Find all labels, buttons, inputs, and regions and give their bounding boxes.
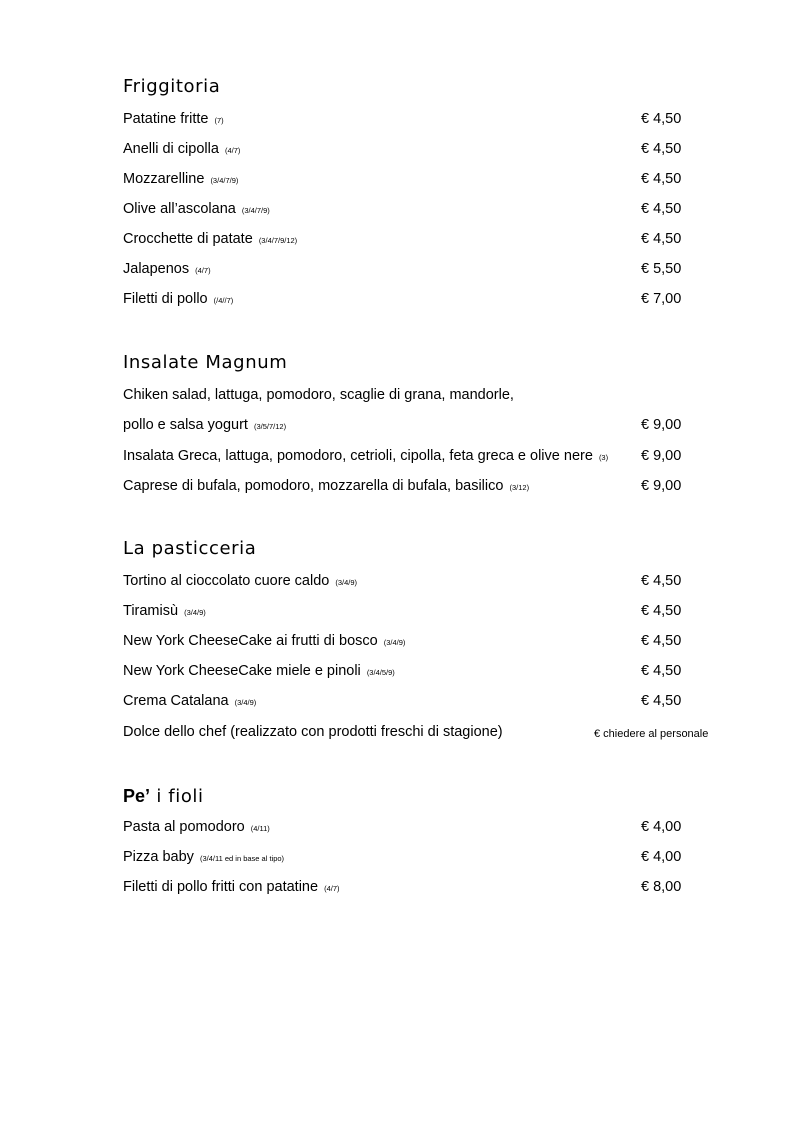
- item-allergens: (3/4/11 ed in base al tipo): [199, 854, 285, 863]
- item-allergens: (3/4/5/9): [366, 668, 395, 677]
- item-allergens: (3/4/9): [184, 608, 206, 617]
- menu-item: [123, 571, 713, 591]
- menu-item: [123, 385, 713, 405]
- menu-item: [123, 446, 713, 466]
- item-allergens: (3/4/9): [383, 638, 406, 647]
- item-price: € 4,50: [641, 111, 682, 127]
- menu-item: [123, 289, 713, 309]
- menu-item: [123, 139, 713, 159]
- item-name: Tortino al cioccolato cuore caldo: [123, 573, 330, 589]
- item-allergens: (3/4/7/9/12): [258, 236, 298, 245]
- item-name: Filetti di pollo fritti con patatine: [123, 879, 319, 895]
- menu-item: [123, 109, 713, 129]
- item-allergens: (7): [214, 116, 224, 125]
- menu-item: [123, 199, 713, 219]
- section-title-insalate: Insalate Magnum: [123, 352, 288, 373]
- item-allergens: (4/7): [324, 884, 340, 893]
- item-price: € 4,50: [641, 693, 682, 709]
- menu-item: [123, 817, 713, 837]
- menu-item: [123, 601, 713, 621]
- section-title-pasticceria: La pasticceria: [123, 538, 257, 559]
- item-name: Pasta al pomodoro: [123, 819, 245, 835]
- item-price: € 4,50: [641, 231, 682, 247]
- item-price: € 7,00: [641, 291, 682, 307]
- menu-item: [123, 877, 713, 897]
- item-name: New York CheeseCake ai frutti di bosco: [123, 633, 378, 649]
- item-price: € 4,50: [641, 633, 682, 649]
- section-title-rest: i fioli: [150, 786, 204, 807]
- item-price: € chiedere al personale: [594, 728, 709, 740]
- item-name: Patatine fritte: [123, 111, 209, 127]
- item-allergens: (3/4/9): [234, 698, 257, 707]
- item-allergens: (3/12): [509, 483, 530, 492]
- item-name: Insalata Greca, lattuga, pomodoro, cetrioli, cipolla, feta greca e olive nere: [123, 448, 593, 464]
- item-name: Pizza baby: [123, 849, 194, 865]
- menu-item: [123, 661, 713, 681]
- menu-item: [123, 722, 713, 742]
- item-price: € 4,50: [641, 603, 682, 619]
- menu-item: [123, 415, 713, 435]
- item-price: € 4,50: [641, 573, 682, 589]
- item-name: Tiramisù: [123, 603, 179, 619]
- item-name: Filetti di pollo: [123, 291, 208, 307]
- section-title-friggitoria: Friggitoria: [123, 76, 221, 97]
- item-name: Caprese di bufala, pomodoro, mozzarella di bufala, basilico: [123, 478, 504, 494]
- item-allergens: (4/7): [224, 146, 241, 155]
- item-price: € 5,50: [641, 261, 682, 277]
- item-name: Mozzarelline: [123, 171, 205, 187]
- menu-item: [123, 631, 713, 651]
- item-price: € 8,00: [641, 879, 682, 895]
- item-allergens: (4/7): [195, 266, 211, 275]
- item-price: € 9,00: [641, 417, 682, 433]
- item-price: € 4,50: [641, 201, 682, 217]
- item-name: Dolce dello chef (realizzato con prodotti freschi di stagione): [123, 724, 503, 740]
- item-price: € 9,00: [641, 478, 682, 494]
- item-name: Chiken salad, lattuga, pomodoro, scaglie di grana, mandorle,: [123, 387, 514, 403]
- item-allergens: (4/11): [250, 824, 270, 833]
- item-allergens: (3/4/9): [335, 578, 358, 587]
- item-price: € 4,00: [641, 849, 682, 865]
- item-name: Crocchette di patate: [123, 231, 253, 247]
- item-allergens: (3): [598, 453, 609, 462]
- section-title-pe-i-fioli: [123, 785, 204, 808]
- item-name: Crema Catalana: [123, 693, 229, 709]
- item-price: € 4,00: [641, 819, 682, 835]
- menu-item: [123, 847, 713, 867]
- item-price: € 4,50: [641, 663, 682, 679]
- item-name: Anelli di cipolla: [123, 141, 219, 157]
- menu-item: [123, 259, 713, 279]
- menu-item: [123, 476, 713, 496]
- item-name: Jalapenos: [123, 261, 190, 277]
- item-name: pollo e salsa yogurt: [123, 417, 248, 433]
- section-title-bold: Pe’: [123, 786, 151, 806]
- menu-item: [123, 691, 713, 711]
- item-price: € 9,00: [641, 448, 682, 464]
- menu-item: [123, 229, 713, 249]
- item-allergens: (3/5/7/12): [253, 422, 287, 431]
- item-name: New York CheeseCake miele e pinoli: [123, 663, 361, 679]
- item-price: € 4,50: [641, 141, 682, 157]
- item-name: Olive all’ascolana: [123, 201, 236, 217]
- item-price: € 4,50: [641, 171, 682, 187]
- menu-item: [123, 169, 713, 189]
- item-allergens: (/4//7): [213, 296, 234, 305]
- item-allergens: (3/4/7/9): [210, 176, 239, 185]
- item-allergens: (3/4/7/9): [241, 206, 270, 215]
